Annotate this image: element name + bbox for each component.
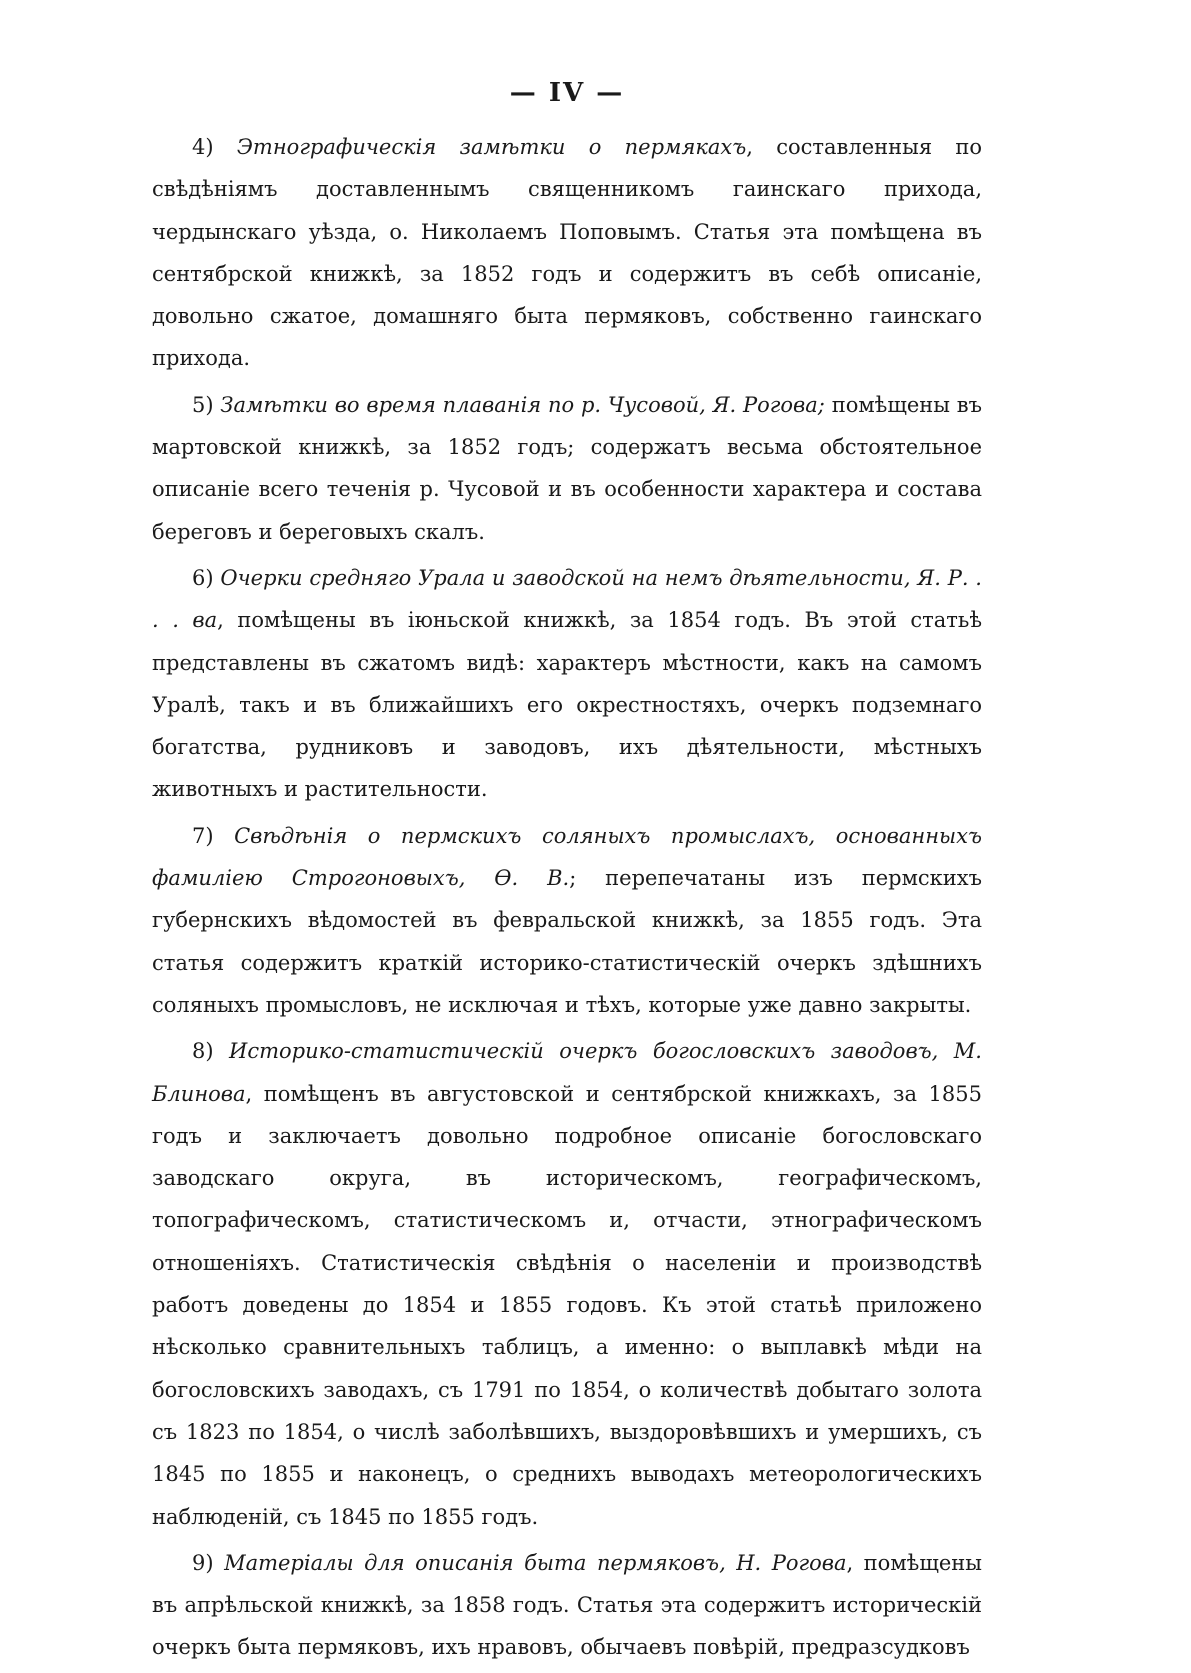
entry-9 — [152, 1542, 982, 1669]
entry-title: Историко-статистическій очеркъ богословскихъ заводовъ — [229, 1039, 932, 1064]
entry-author: , Ѳ. В. — [458, 866, 570, 891]
entry-number: 4) — [192, 135, 214, 159]
entry-number: 7) — [192, 823, 214, 848]
entry-number: 9) — [192, 1550, 214, 1575]
entry-title: Матеріалы для описанія быта пермяковъ — [224, 1550, 720, 1575]
entry-title: Этнографическія замѣтки о пермякахъ — [236, 135, 747, 159]
entry-6 — [152, 557, 982, 811]
entry-author: , Я. Р. . . . ва — [152, 565, 982, 633]
entry-text: , помѣщены въ апрѣльской книжкѣ, за 1858 годъ. Статья эта содержитъ историческій очеркъ быта пермяковъ, ихъ нравовъ, обычаевъ повѣрій, предразсудковъ — [152, 1550, 982, 1660]
entry-text: , помѣщенъ въ августовской и сентябрской книжкахъ, за 1855 годъ и заключаетъ довольно подробное описаніе богословскаго заводскаго округа, въ историческомъ, географическомъ, топографическомъ, статистическомъ и, отчасти, этнографическомъ отношеніяхъ. Статистическія свѣдѣнія о населеніи и производствѣ работъ доведены до 1854 и 1855 годовъ. Къ этой статьѣ приложено нѣсколько сравнительныхъ таблицъ, а именно: о выплавкѣ мѣди на богословскихъ заводахъ, съ 1791 по 1854, о количествѣ добытаго золота съ 1823 по 1854, о числѣ заболѣвшихъ, выздоровѣвшихъ и умершихъ, съ 1845 по 1855 и наконецъ, о среднихъ выводахъ метеорологическихъ наблюденій, съ 1845 по 1855 годъ. — [152, 1081, 982, 1529]
entry-title: Свѣдѣнія о пермскихъ соляныхъ промыслахъ, основанныхъ фамиліею Строгоновыхъ — [152, 823, 982, 891]
page-number: — IV — — [509, 78, 625, 108]
entry-text: ; перепечатаны изъ пермскихъ губернскихъ вѣдомостей въ февральской книжкѣ, за 1855 годъ. Эта статья содержитъ краткій историко-статистическій очеркъ здѣшнихъ соляныхъ промысловъ, не исключая и тѣхъ, которые уже давно закрыты. — [152, 866, 982, 1017]
entry-number: 5) — [192, 392, 214, 417]
entry-text: помѣщены въ мартовской книжкѣ, за 1852 годъ; содержатъ весьма обстоятельное описаніе всего теченія р. Чусовой и въ особенности характера и состава береговъ и береговыхъ скалъ. — [152, 392, 982, 544]
entry-author: , Н. Рогова — [719, 1550, 847, 1575]
entry-author: , Я. Рогова; — [699, 392, 825, 417]
entry-title: Замѣтки во время плаванія по р. Чусовой — [220, 392, 700, 417]
entry-title: Очерки средняго Урала и заводской на немъ дѣятельности — [220, 565, 904, 590]
entry-text: , составленныя по свѣдѣніямъ доставленнымъ священникомъ гаинскаго прихода, чердынскаго уѣзда, о. Николаемъ Поповымъ. Статья эта помѣщена въ сентябрской книжкѣ, за 1852 годъ и содержитъ въ себѣ описаніе, довольно сжатое, домашняго быта пермяковъ, собственно гаинскаго прихода. — [152, 135, 982, 371]
entry-7 — [152, 815, 982, 1026]
entry-5 — [152, 384, 982, 553]
entry-number: 6) — [192, 565, 214, 590]
entry-author: , М. Блинова — [152, 1039, 982, 1106]
entry-4 — [152, 126, 982, 380]
entry-8 — [152, 1030, 982, 1538]
page — [152, 78, 982, 1673]
entry-text: , помѣщены въ іюньской книжкѣ, за 1854 годъ. Въ этой статьѣ представлены въ сжатомъ видѣ: характеръ мѣстности, какъ на самомъ Уралѣ, такъ и въ ближайшихъ его окрестностяхъ, очеркъ подземнаго богатства, рудниковъ и заводовъ, ихъ дѣятельности, мѣстныхъ животныхъ и растительности. — [152, 608, 982, 802]
entry-number: 8) — [192, 1039, 214, 1064]
